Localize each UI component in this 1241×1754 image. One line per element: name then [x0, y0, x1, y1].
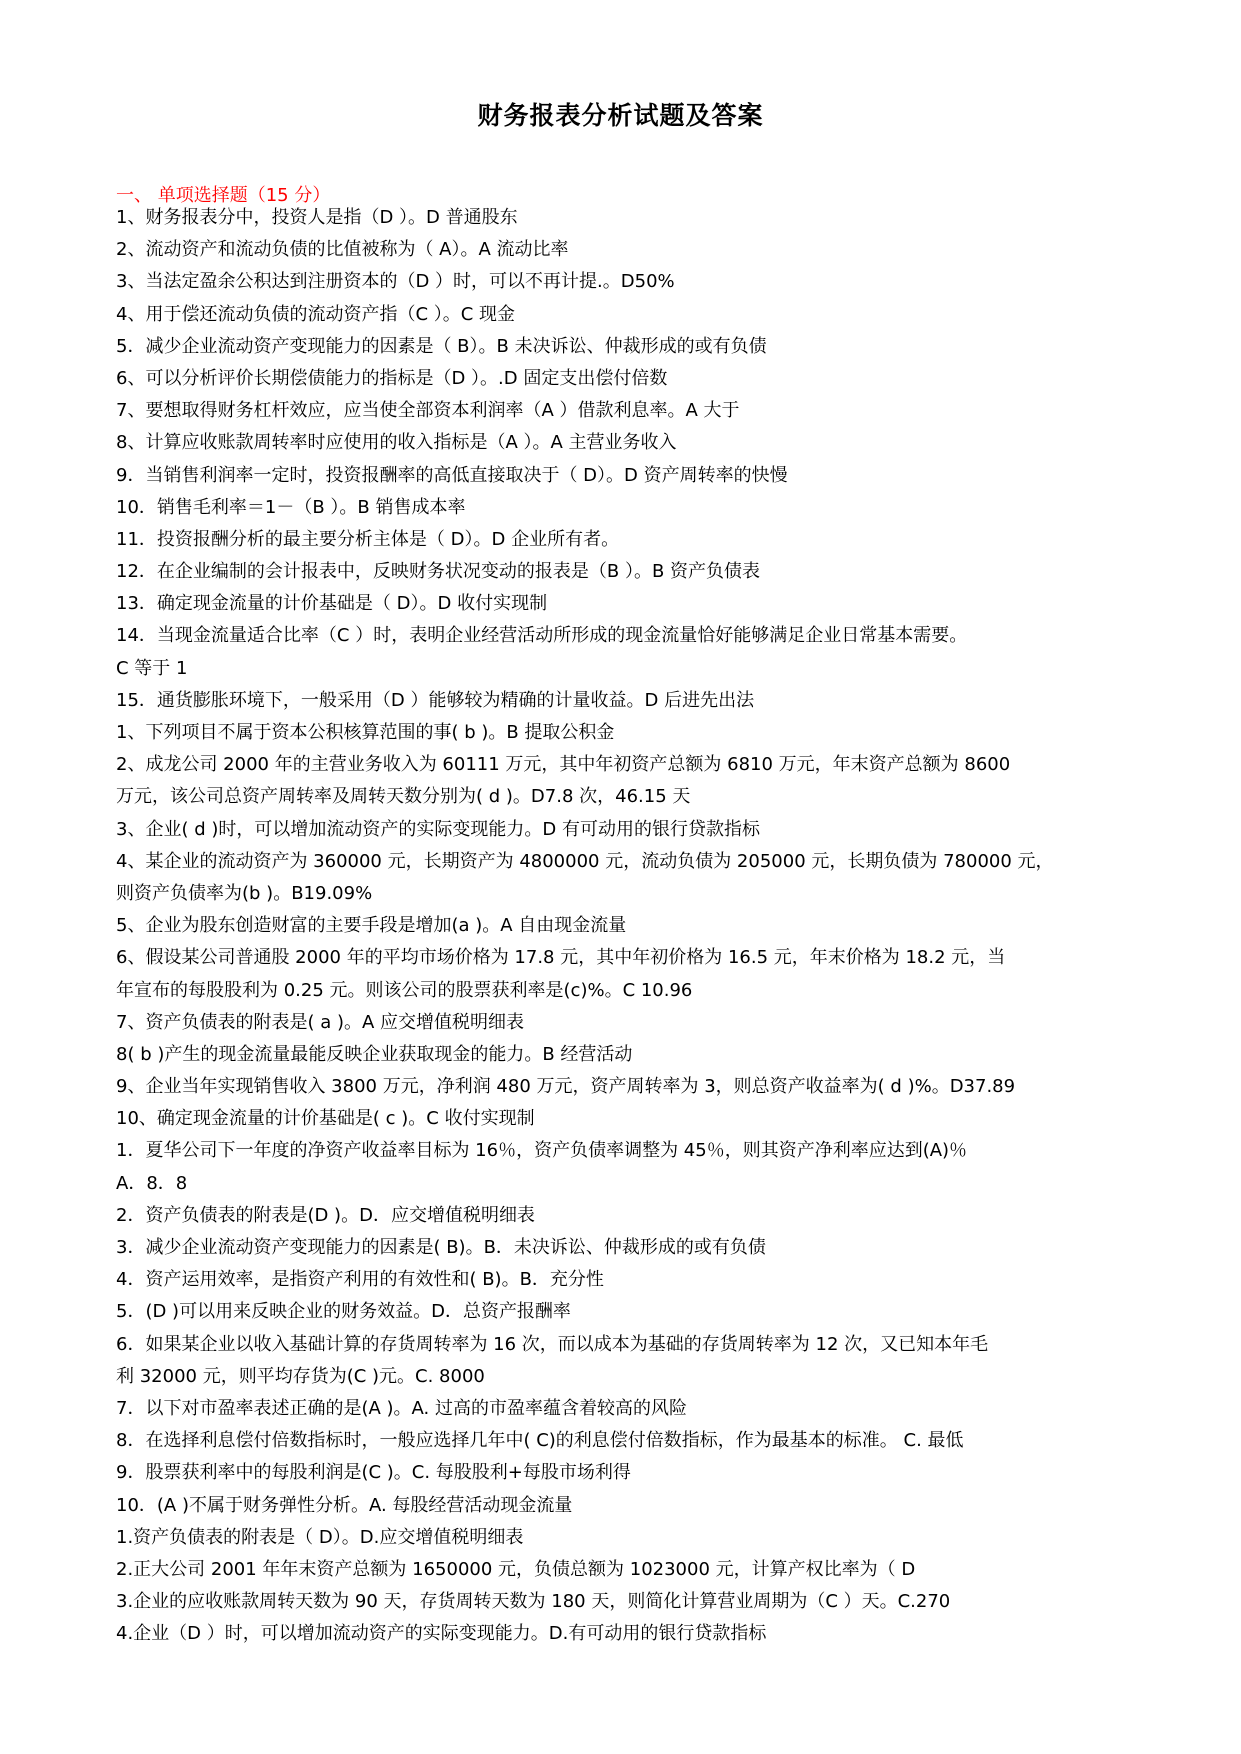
- question-line: 则资产负债率为(b )。B19.09%: [116, 882, 373, 904]
- question-line: 8．在选择利息偿付倍数指标时，一般应选择几年中( C)的利息偿付倍数指标，作为最基本的标准。 C. 最低: [116, 1430, 964, 1452]
- question-line: 4.企业（D ）时，可以增加流动资产的实际变现能力。D.有可动用的银行贷款指标: [116, 1623, 767, 1645]
- question-line: 13．确定现金流量的计价基础是（ D）。D 收付实现制: [116, 593, 548, 615]
- question-line: 1．夏华公司下一年度的净资产收益率目标为 16％，资产负债率调整为 45％，则其资产净利率应达到(A)％: [116, 1140, 968, 1162]
- question-line: 10、确定现金流量的计价基础是( c )。C 收付实现制: [116, 1108, 535, 1130]
- question-line: 12．在企业编制的会计报表中，反映财务状况变动的报表是（B ）。B 资产负债表: [116, 561, 761, 583]
- question-line: 3、当法定盈余公积达到注册资本的（D ）时，可以不再计提.。D50%: [116, 271, 675, 293]
- question-line: 1.资产负债表的附表是（ D）。D.应交增值税明细表: [116, 1526, 524, 1548]
- question-line: 利 32000 元，则平均存货为(C )元。C. 8000: [116, 1365, 485, 1387]
- question-line: 7．以下对市盈率表述正确的是(A )。A. 过高的市盈率蕴含着较高的风险: [116, 1397, 687, 1419]
- question-line: 2．资产负债表的附表是(D )。D．应交增值税明细表: [116, 1204, 535, 1226]
- question-line: 8、计算应收账款周转率时应使用的收入指标是（A ）。A 主营业务收入: [116, 432, 677, 454]
- question-line: 4．资产运用效率，是指资产利用的有效性和( B)。B．充分性: [116, 1269, 604, 1291]
- question-line: 3.企业的应收账款周转天数为 90 天，存货周转天数为 180 天，则简化计算营业周期为（C ）天。C.270: [116, 1591, 951, 1613]
- question-line: 11．投资报酬分析的最主要分析主体是（ D）。D 企业所有者。: [116, 528, 620, 550]
- document-title: 财务报表分析试题及答案: [477, 101, 764, 130]
- question-line: 9．当销售利润率一定时，投资报酬率的高低直接取决于（ D）。D 资产周转率的快慢: [116, 464, 788, 486]
- question-line: A．8．8: [116, 1172, 188, 1194]
- question-line: 14．当现金流量适合比率（C ）时，表明企业经营活动所形成的现金流量恰好能够满足企业日常基本需要。: [116, 625, 968, 647]
- question-list: [116, 202, 1150, 1650]
- question-line: 万元，该公司总资产周转率及周转天数分别为( d )。D7.8 次，46.15 天: [116, 786, 691, 808]
- question-line: 5、企业为股东创造财富的主要手段是增加(a )。A 自由现金流量: [116, 915, 627, 937]
- question-line: 10．(A )不属于财务弹性分析。A. 每股经营活动现金流量: [116, 1494, 573, 1516]
- question-line: 2.正大公司 2001 年年末资产总额为 1650000 元，负债总额为 1023000 元，计算产权比率为（ D: [116, 1558, 916, 1580]
- question-line: 1、下列项目不属于资本公积核算范围的事( b )。B 提取公积金: [116, 722, 615, 743]
- question-line: 2、流动资产和流动负债的比值被称为（ A）。A 流动比率: [116, 239, 569, 261]
- question-line: 7、资产负债表的附表是( a )。A 应交增值税明细表: [116, 1011, 525, 1033]
- question-line: 6、假设某公司普通股 2000 年的平均市场价格为 17.8 元，其中年初价格为 16.5 元，年末价格为 18.2 元，当: [116, 947, 1006, 969]
- question-line: 7、要想取得财务杠杆效应，应当使全部资本利润率（A ）借款利息率。A 大于: [116, 400, 740, 422]
- question-line: 3、企业( d )时，可以增加流动资产的实际变现能力。D 有可动用的银行贷款指标: [116, 818, 760, 840]
- question-line: 4、某企业的流动资产为 360000 元，长期资产为 4800000 元，流动负债为 205000 元，长期负债为 780000 元，: [116, 850, 1054, 872]
- question-line: 5．减少企业流动资产变现能力的因素是（ B）。B 未决诉讼、仲裁形成的或有负债: [116, 335, 767, 357]
- question-line: 9．股票获利率中的每股利润是(C )。C. 每股股利+每股市场利得: [116, 1462, 631, 1484]
- section-heading: 一、 单项选择题（15 分）: [116, 185, 331, 206]
- question-line: 年宣布的每股股利为 0.25 元。则该公司的股票获利率是(c)%。C 10.96: [116, 979, 693, 1001]
- question-line: 1、财务报表分中，投资人是指（D ）。D 普通股东: [116, 207, 518, 228]
- question-line: 5．(D )可以用来反映企业的财务效益。D．总资产报酬率: [116, 1301, 571, 1323]
- question-line: 8( b )产生的现金流量最能反映企业获取现金的能力。B 经营活动: [116, 1043, 633, 1065]
- question-line: 6、可以分析评价长期偿债能力的指标是（D ）。.D 固定支出偿付倍数: [116, 367, 668, 389]
- question-line: 6．如果某企业以收入基础计算的存货周转率为 16 次，而以成本为基础的存货周转率为 12 次，又已知本年毛: [116, 1333, 989, 1355]
- question-line: 4、用于偿还流动负债的流动资产指（C ）。C 现金: [116, 303, 516, 325]
- question-line: C 等于 1: [116, 657, 188, 679]
- question-line: 10．销售毛利率＝1－（B ）。B 销售成本率: [116, 496, 466, 518]
- question-line: 3．减少企业流动资产变现能力的因素是( B)。B．未决诉讼、仲裁形成的或有负债: [116, 1237, 766, 1258]
- question-line: 9、企业当年实现销售收入 3800 万元，净利润 480 万元，资产周转率为 3，则总资产收益率为( d )%。D37.89: [116, 1076, 1016, 1098]
- question-line: 2、成龙公司 2000 年的主营业务收入为 60111 万元，其中年初资产总额为 6810 万元，年末资产总额为 8600: [116, 754, 1011, 776]
- question-line: 15．通货膨胀环境下，一般采用（D ）能够较为精确的计量收益。D 后进先出法: [116, 689, 755, 711]
